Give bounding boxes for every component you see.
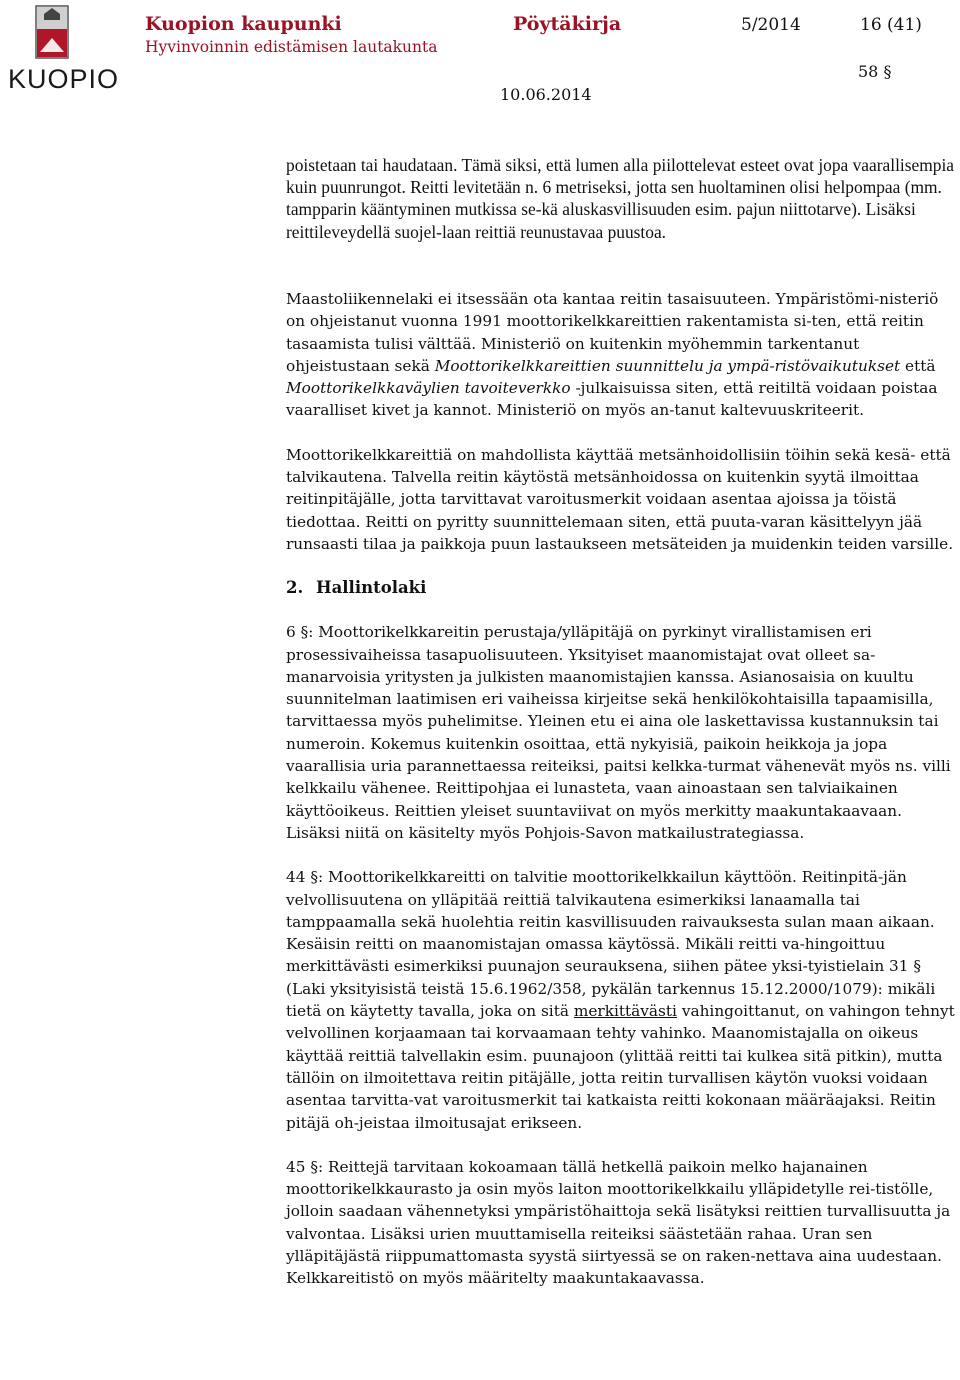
section-heading <box>286 577 958 599</box>
paragraph-text: vahingoittanut, on vahingon tehnyt velvollinen korjaamaan tai korvaamaan tehty vahinko. Maanomistajalla on oikeus käyttää reittiä talvellakin esim. puunajoon (ylittää reitti tai kulkea sitä pitkin), mutta tällöin on ilmoitettava reitin pitäjälle, jotta reitin turvallisen käytön vuoksi voidaan asentaa tarvitta-vat varoitusmerkit tai katkaista reitti kokonaan määräajaksi. Reitin pitäjä oh-jeistaa ilmoitusajat erikseen. <box>286 1002 955 1132</box>
paragraph-45: 45 §: Reittejä tarvitaan kokoamaan tällä hetkellä paikoin melko hajanainen moottorikelkkaurasto ja osin myös laiton moottorikelkkailu ylläpidetylle rei-tistölle, jolloin saadaan vähennetyksi ympäristöhaittoja sekä lisätyksi reittien turvallisuutta ja valvontaa. Lisäksi urien muuttamisella reiteiksi säästetään rahaa. Uran sen ylläpitäjästä riippumattomasta syystä siirtyessä se on raken-nettava aina uudestaan. Kelkkareitistö on myös määritelty maakuntakaavassa. <box>286 1157 951 1288</box>
paragraph-6: 6 §: Moottorikelkkareitin perustaja/ylläpitäjä on pyrkinyt virallistamisen eri prosessivaiheissa tasapuolisuuteen. Yksityiset maanomistajat ovat olleet sa-manarvoisia yritysten ja julkisten maanomistajien kanssa. Asianosaisia on kuultu suunnitelman laatimisen eri vaiheissa kirjeitse sekä henkilökohtaisilla tapaamisilla, tarvittaessa myös puhelimitse. Yleinen etu ei aina ole laskettavissa kustannuksin tai numeroin. Kokemus kuitenkin osoittaa, että nykyisiä, paikoin heikkoja ja jopa vaarallisia uria parannettaessa reiteiksi, paitsi kelkka-turmat vähenevät myös ns. villi kelkkailu vähenee. Reittipohjaa ei lunasteta, vaan ainoastaan sen talviaikainen käyttöoikeus. Reittien yleiset suuntaviivat on myös merkitty maakuntakaavaan. Lisäksi niitä on käsitelty myös Pohjois-Savon matkailustrategiassa. <box>286 623 951 842</box>
underlined-word: merkittävästi <box>573 1002 677 1021</box>
meeting-date: 10.06.2014 <box>500 85 592 104</box>
paragraph-forestry: Moottorikelkkareittiä on mahdollista käyttää metsänhoidollisiin töihin sekä kesä- että talvikautena. Talvella reitin käytöstä metsänhoidossa on kuitenkin syytä ilmoittaa reitinpitäjälle, jotta tarvittavat varoitusmerkit voidaan asentaa ajoissa ja töistä tiedottaa. Reitti on pyritty suunnittelemaan siten, että puuta-varan käsittelyyn jää runsaasti tilaa ja paikkoja puun lastaukseen metsäteiden ja muidenkin teiden varsille. <box>286 445 954 553</box>
paragraph-text: -julkaisuissa siten, että reitiltä voidaan poistaa vaaralliset kivet ja kannot. Ministeriö on myös an-tanut kaltevuuskriteerit. <box>286 379 938 420</box>
department-name: Hyvinvoinnin edistämisen lautakunta <box>145 38 438 56</box>
publication-title: Moottorikelkkaväylien tavoiteverkko <box>286 379 571 398</box>
section-paragraph: 58 § <box>858 62 892 81</box>
paragraph-text: Maastoliikennelaki ei itsessään ota kantaa reitin tasaisuuteen. <box>286 290 771 308</box>
document-number: 5/2014 <box>741 15 801 35</box>
organization-name: Kuopion kaupunki <box>145 13 342 35</box>
document-type: Pöytäkirja <box>513 13 622 35</box>
paragraph-44 <box>286 866 958 1134</box>
coat-of-arms-icon <box>4 4 100 62</box>
publication-title: Moottorikelkkareittien suunnittelu ja ympä-ristövaikutukset <box>434 356 901 375</box>
paragraph-text: 44 §: Moottorikelkkareitti on talvitie moottorikelkkailun käyttöön. Reitinpitä-jän velvollisuutena on ylläpitää reittiä talvikautena esimerkiksi lanaamalla tai tamppaamalla sekä huolehtia reitin kasvillisuuden raivauksesta sulan maan aikaan. Kesäisin reitti on maanomistajan omassa käytössä. Mikäli reitti va-hingoittuu merkittävästi esimerkiksi puunajon seurauksena, siihen pätee yksi-tyistielain 31 § (Laki yksityisistä teistä 15.6.1962/358, pykälän tarkennus 15.12.2000/1079): mikäli tietä on käytetty tavalla, joka on sitä <box>286 868 936 1021</box>
document-body <box>286 288 958 1312</box>
paragraph-text: että <box>900 356 936 375</box>
paragraph-text: Ympäristömi-nisteriö on ohjeistanut vuonna 1991 moottorikelkkareittien rakentamista si-ten, että reitin tasaamista tulisi välttää. Ministeriö on kuitenkin myöhemmin tarkentanut ohjeistustaan sekä <box>286 290 939 375</box>
paragraph-maastoliikennelaki <box>286 288 958 422</box>
heading-number: 2. <box>286 578 304 598</box>
page-number: 16 (41) <box>860 15 922 35</box>
heading-text: Hallintolaki <box>316 578 427 598</box>
logo-wordmark: KUOPIO <box>8 64 120 94</box>
kuopio-logo <box>4 4 120 96</box>
intro-paragraph: poistetaan tai haudataan. Tämä siksi, että lumen alla piilottelevat esteet ovat jopa vaarallisempia kuin puunrungot. Reitti levitetään n. 6 metriseksi, jotta sen huoltaminen olisi helpompaa (mm. tampparin kääntyminen mutkissa se-kä aluskasvillisuuden esim. pajun niittotarve). Lisäksi reittileveydellä suojel-laan reittiä reunustavaa puustoa. <box>286 155 955 242</box>
